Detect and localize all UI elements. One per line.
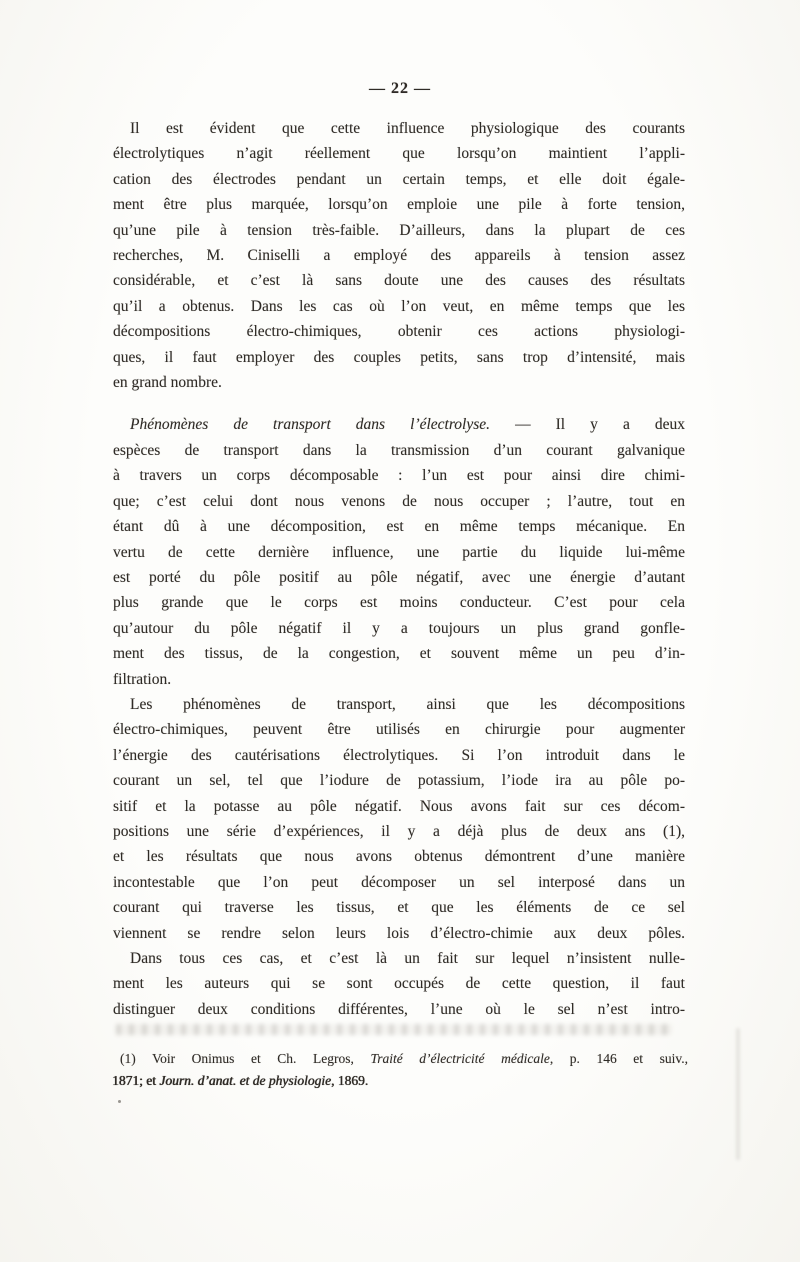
text-line: à travers un corps décomposable : l’un est pour ainsi dire chimi-	[113, 467, 685, 485]
scan-smudge-artifact	[116, 1024, 672, 1035]
footnote	[112, 1048, 688, 1092]
footnote-work-title: Traité d’électricité médicale	[370, 1051, 550, 1066]
text-line: ment être plus marquée, lorsqu’on emploie une pile à forte tension,	[113, 196, 685, 214]
text-line: l’énergie des cautérisations électrolytiques. Si l’on introduit dans le	[113, 746, 685, 764]
text-line: recherches, M. Ciniselli a employé des appareils à tension assez	[113, 247, 685, 265]
text-line: en grand nombre.	[113, 374, 222, 392]
footnote-text: (1) Voir Onimus et Ch. Legros,	[120, 1051, 371, 1066]
footnote-text: , 1869.	[330, 1073, 369, 1088]
text-line: ment les auteurs qui se sont occupés de cette question, il faut	[113, 975, 685, 993]
text-line: filtration.	[113, 670, 172, 688]
text-line: électrolytiques n’agit réellement que lorsqu’on maintient l’appli-	[113, 145, 685, 163]
text-line: viennent se rendre selon leurs lois d’électro-chimie aux deux pôles.	[113, 924, 685, 942]
scan-streak-artifact	[736, 1028, 740, 1160]
text-line: positions une série d’expériences, il y a déjà plus de deux ans (1),	[113, 822, 685, 840]
text-line: qu’il a obtenus. Dans les cas où l’on veut, en même temps que les	[113, 297, 685, 315]
paragraph-3	[113, 692, 685, 946]
text-line: cation des électrodes pendant un certain temps, et elle doit égale-	[113, 170, 685, 188]
text-line: plus grande que le corps est moins conducteur. C’est pour cela	[113, 594, 685, 612]
text-segment: — Il y a deux	[490, 416, 685, 434]
text-line: que; c’est celui dont nous venons de nous occuper ; l’autre, tout en	[113, 492, 685, 510]
footnote-text: , p. 146 et suiv.,	[549, 1051, 688, 1066]
text-line: incontestable que l’on peut décomposer un sel interposé dans un	[113, 873, 685, 891]
text-line: ques, il faut employer des couples petits, sans trop d’intensité, mais	[113, 348, 685, 366]
text-line: espèces de transport dans la transmission d’un courant galvanique	[113, 441, 685, 459]
scan-speck-artifact	[118, 1100, 121, 1103]
text-line: sitif et la potasse au pôle négatif. Nous avons fait sur ces décom-	[113, 797, 685, 815]
text-line: électro-chimiques, peuvent être utilisés en chirurgie pour augmenter	[113, 721, 685, 739]
text-line: qu’une pile à tension très-faible. D’ailleurs, dans la plupart de ces	[113, 221, 685, 239]
text-line: étant dû à une décomposition, est en même temps mécanique. En	[113, 518, 685, 536]
text-line: vertu de cette dernière influence, une partie du liquide lui-même	[113, 543, 685, 561]
text-line: qu’autour du pôle négatif il y a toujours un plus grand gonfle-	[113, 619, 685, 637]
page-body	[113, 116, 685, 1022]
text-line: décompositions électro-chimiques, obtenir ces actions physiologi-	[113, 323, 685, 341]
text-line: Les phénomènes de transport, ainsi que les décompositions	[130, 695, 685, 713]
footnote-work-title: Journ. d’anat. et de physiologie	[159, 1073, 331, 1088]
paragraph-4	[113, 946, 685, 1022]
text-line: ment des tissus, de la congestion, et souvent même un peu d’in-	[113, 645, 685, 663]
footnote-line	[112, 1048, 688, 1070]
paragraph-1	[113, 116, 685, 395]
text-line: courant qui traverse les tissus, et que les éléments de ce sel	[113, 899, 685, 917]
text-line: est porté du pôle positif au pôle négatif, avec une énergie d’autant	[113, 568, 685, 586]
text-line	[113, 412, 685, 437]
paragraph-lead-italic: Phénomènes de transport dans l’électrolyse.	[130, 416, 491, 434]
text-line: Il est évident que cette influence physiologique des courants	[130, 120, 685, 137]
page-number: — 22 —	[369, 80, 431, 97]
footnote-line	[112, 1070, 688, 1092]
text-line: considérable, et c’est là sans doute une des causes des résultats	[113, 272, 685, 290]
text-line: et les résultats que nous avons obtenus démontrent d’une manière	[113, 848, 685, 866]
text-line: Dans tous ces cas, et c’est là un fait sur lequel n’insistent nulle-	[130, 950, 685, 967]
text-line: distinguer deux conditions différentes, l’une où le sel n’est intro-	[113, 1000, 685, 1018]
text-line: courant un sel, tel que l’iodure de potassium, l’iode ira au pôle po-	[113, 772, 685, 790]
paragraph-2	[113, 412, 685, 691]
footnote-text: 1871; et	[112, 1073, 160, 1088]
